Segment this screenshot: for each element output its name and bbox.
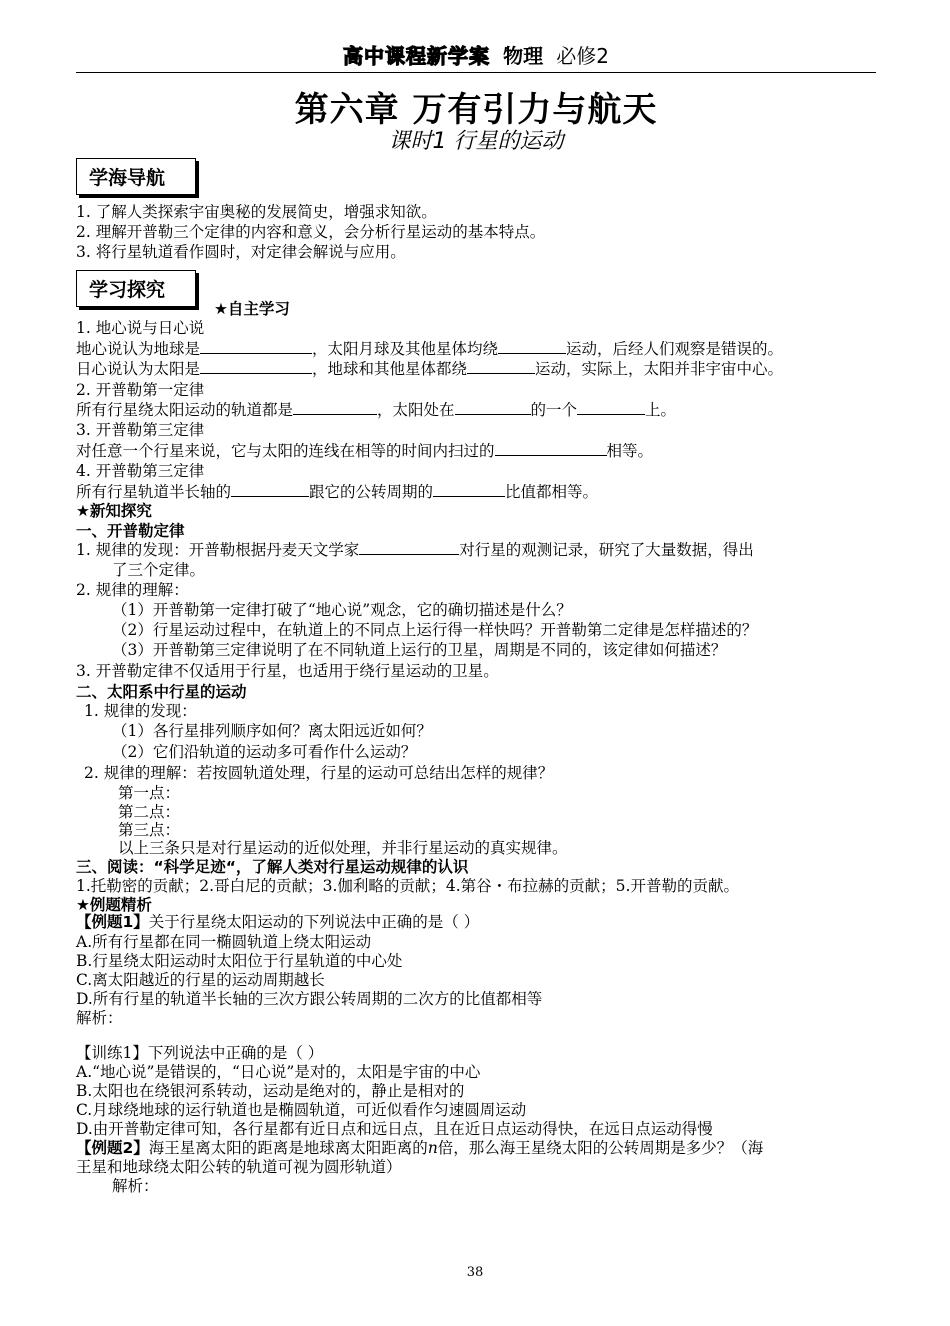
text-line: 1.托勒密的贡献；2.哥白尼的贡献；3.伽利略的贡献；4.第谷・布拉赫的贡献；5.开普勒的贡献。	[76, 877, 739, 895]
blank	[200, 359, 312, 374]
text-line: 了三个定律。	[112, 561, 206, 579]
text-line: 1. 规律的发现：	[84, 702, 197, 720]
lesson-title: 课时1 行星的运动	[388, 129, 564, 154]
text-line: 2. 开普勒第一定律	[76, 381, 205, 399]
text-line: 4. 开普勒第三定律	[76, 462, 205, 480]
blank	[498, 339, 566, 354]
fill-line: 地心说认为地球是 ，太阳月球及其他星体均绕 运动，后经人们观察是错误的。	[76, 340, 784, 358]
fill-line: 对任意一个行星来说，它与太阳的连线在相等的时间内扫过的 相等。	[76, 442, 654, 460]
blank	[467, 359, 535, 374]
series-title: 高中课程新学案	[343, 44, 491, 68]
chapter-title: 第六章 万有引力与航天	[294, 90, 658, 130]
new-knowledge-heading: ★新知探究	[76, 502, 152, 520]
note-line: 以上三条只是对行星运动的近似处理，并非行星运动的真实规律。	[118, 839, 568, 857]
guide-item: 2. 理解开普勒三个定律的内容和意义，会分析行星运动的基本特点。	[76, 223, 546, 241]
example1-question: 【例题1】关于行星绕太阳运动的下列说法中正确的是（ ）	[76, 913, 480, 931]
question-line: （1）开普勒第一定律打破了“地心说”观念，它的确切描述是什么？	[112, 601, 572, 619]
part3-title: 三、阅读：“科学足迹“，了解人类对行星运动规律的认识	[76, 858, 469, 876]
option-line: D.由开普勒定律可知，各行星都有近日点和远日点，且在近日点运动得快，在远日点运动得慢	[76, 1120, 713, 1138]
point-line: 第一点：	[118, 784, 181, 802]
blank	[359, 540, 459, 555]
option-line: C.月球绕地球的运行轨道也是椭圆轨道，可近似看作匀速圆周运动	[76, 1101, 527, 1119]
option-line: A.“地心说”是错误的，“日心说”是对的，太阳是宇宙的中心	[76, 1063, 481, 1081]
fill-line: 1. 规律的发现：开普勒根据丹麦天文学家 对行星的观测记录，研究了大量数据，得出	[76, 541, 754, 559]
blank	[200, 339, 312, 354]
point-line: 第三点：	[118, 821, 181, 839]
question-line: （2）行星运动过程中，在轨道上的不同点上运行得一样快吗？开普勒第二定律是怎样描述的？	[112, 621, 758, 639]
question-line: （3）开普勒第三定律说明了在不同轨道上运行的卫星，周期是不同的，该定律如何描述？	[112, 641, 727, 659]
blank	[455, 400, 531, 415]
text-line: 1. 地心说与日心说	[76, 319, 205, 337]
fill-line: 所有行星轨道半长轴的 跟它的公转周期的 比值都相等。	[76, 483, 599, 501]
part2-title: 二、太阳系中行星的运动	[76, 683, 247, 701]
guide-item: 3. 将行星轨道看作圆时，对定律会解说与应用。	[76, 243, 406, 261]
text-line: 2. 规律的理解：若按圆轨道处理，行星的运动可总结出怎样的规律？	[84, 764, 554, 782]
option-line: C.离太阳越近的行星的运动周期越长	[76, 971, 325, 989]
point-line: 第二点：	[118, 803, 181, 821]
example2-question: 【例题2】海王星离太阳的距离是地球离太阳距离的n倍，那么海王星绕太阳的公转周期是多少？（海	[76, 1139, 764, 1157]
blank	[293, 400, 377, 415]
guide-item: 1. 了解人类探索宇宙奥秘的发展简史，增强求知欲。	[76, 203, 437, 221]
self-study-heading: ★自主学习	[214, 300, 290, 318]
train1-question: 【训练1】下列说法中正确的是（ ）	[76, 1044, 324, 1062]
answer-line: 解析：	[76, 1009, 123, 1027]
option-line: B.太阳也在绕银河系转动，运动是绝对的，静止是相对的	[76, 1082, 465, 1100]
page-header	[76, 40, 876, 73]
subject-title: 物理	[503, 44, 544, 68]
example2-question-cont: 王星和地球绕太阳公转的轨道可视为圆形轨道）	[76, 1158, 402, 1176]
option-line: D.所有行星的轨道半长轴的三次方跟公转周期的二次方的比值都相等	[76, 990, 543, 1008]
blank	[433, 482, 505, 497]
blank	[495, 441, 607, 456]
text-line: 3. 开普勒第三定律	[76, 421, 205, 439]
blank	[231, 482, 309, 497]
section-box-guide: 学海导航	[76, 158, 196, 195]
fill-line: 日心说认为太阳是 ，地球和其他星体都绕 运动，实际上，太阳并非宇宙中心。	[76, 360, 784, 378]
question-line: （2）它们沿轨道的运动多可看作什么运动？	[112, 743, 417, 761]
answer-line: 解析：	[112, 1177, 159, 1195]
blank	[577, 400, 645, 415]
fill-line: 所有行星绕太阳运动的轨道都是 ，太阳处在 的一个 上。	[76, 401, 677, 419]
part1-title: 一、开普勒定律	[76, 522, 185, 540]
text-line: 2. 规律的理解：	[76, 581, 189, 599]
question-line: （1）各行星排列顺序如何？离太阳远近如何？	[112, 722, 432, 740]
option-line: B.行星绕太阳运动时太阳位于行星轨道的中心处	[76, 952, 403, 970]
volume-title: 必修2	[556, 44, 609, 68]
text-line: 3. 开普勒定律不仅适用于行星，也适用于绕行星运动的卫星。	[76, 662, 499, 680]
page-number: 38	[466, 1265, 484, 1280]
section-box-explore: 学习探究	[76, 270, 196, 307]
examples-heading: ★例题精析	[76, 896, 152, 914]
option-line: A.所有行星都在同一椭圆轨道上绕太阳运动	[76, 933, 372, 951]
